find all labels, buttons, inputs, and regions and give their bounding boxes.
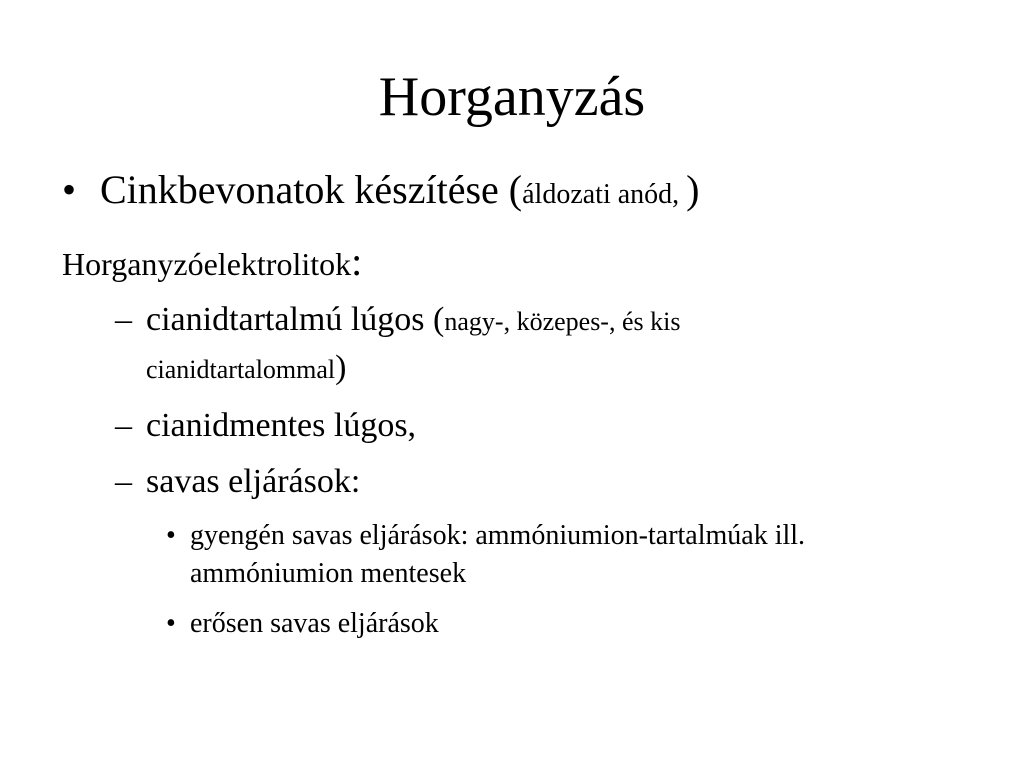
sub-bullet-marker: • <box>166 520 176 551</box>
dash-item-cianidtartalmu <box>115 298 680 344</box>
sub-item-gyengen-continuation <box>190 556 466 592</box>
bullet-small-text: áldozati anód, <box>522 179 687 210</box>
dash-item-cianidmentes <box>115 404 416 448</box>
dash-marker: – <box>115 407 132 444</box>
bullet-item-cinkbevonatok <box>62 166 700 219</box>
dash-item-cont-text: cianidtartalommal <box>146 355 336 384</box>
dash-item-text: cianidmentes lúgos, <box>146 407 417 444</box>
dash-item-cianidtartalmu-continuation <box>146 346 346 392</box>
bullet-close-paren: ) <box>686 167 700 212</box>
dash-marker: – <box>115 463 132 500</box>
slide-title: Horganyzás <box>378 66 646 128</box>
sub-item-text: gyengén savas eljárások: ammóniumion-tartalmúak ill. <box>190 520 806 551</box>
bullet-marker: • <box>62 167 77 212</box>
sub-item-gyengen <box>166 518 805 554</box>
sub-bullet-marker: • <box>166 608 176 639</box>
dash-item-savas <box>115 460 360 504</box>
dash-item-text: cianidtartalmú lúgos ( <box>146 301 445 338</box>
sub-item-text: erősen savas eljárások <box>190 608 439 639</box>
subheading-text: Horganyzóelektrolitok <box>62 246 352 282</box>
subheading-colon: : <box>351 239 363 284</box>
dash-marker: – <box>115 301 132 338</box>
sub-item-erosen <box>166 606 439 642</box>
bullet-text: Cinkbevonatok készítése ( <box>100 167 523 212</box>
dash-item-text: savas eljárások: <box>146 463 361 500</box>
dash-item-close-paren: ) <box>335 349 347 386</box>
subheading <box>62 240 362 286</box>
sub-item-cont-text: ammóniumion mentesek <box>190 558 467 589</box>
dash-item-small-text: nagy-, közepes-, és kis <box>444 307 681 336</box>
